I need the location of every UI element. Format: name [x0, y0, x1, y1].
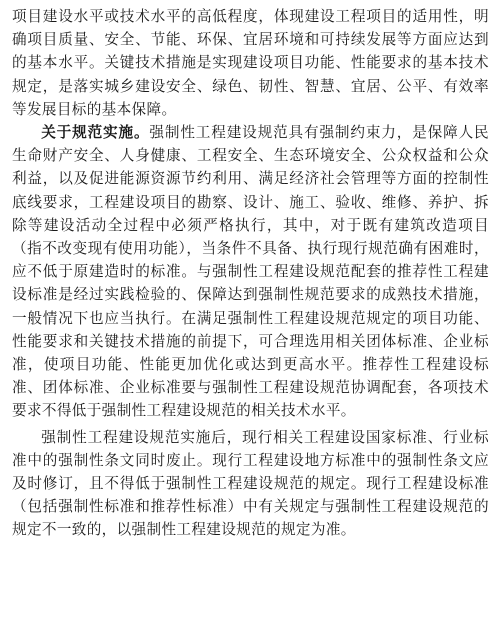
paragraph-3: [12, 426, 489, 542]
paragraph-2-lead-heading: 关于规范实施。: [41, 124, 150, 142]
paragraph-1: [12, 5, 489, 121]
paragraph-2-text: 强制性工程建设规范具有强制约束力，是保障人民生命财产安全、人身健康、工程安全、生态环境安全、公众权益和公众利益，以及促进能源资源节约利用、满足经济社会管理等方面的控制性底线要求，工程建设项目的勘察、设计、施工、验收、维修、养护、拆除等建设活动全过程中必须严格执行，其中，对于既有建筑改造项目（指不改变现有使用功能），当条件不具备、执行现行规范确有困难时，应不低于原建造时的标准。与强制性工程建设规范配套的推荐性工程建设标准是经过实践检验的、保障达到强制性规范要求的成熟技术措施，一般情况下也应当执行。在满足强制性工程建设规范规定的项目功能、性能要求和关键技术措施的前提下，可合理选用相关团体标准、企业标准，使项目功能、性能更加优化或达到更高水平。推荐性工程建设标准、团体标准、企业标准要与强制性工程建设规范协调配套，各项技术要求不得低于强制性工程建设规范的相关技术水平。: [12, 124, 489, 420]
paragraph-3-text: 强制性工程建设规范实施后，现行相关工程建设国家标准、行业标准中的强制性条文同时废止。现行工程建设地方标准中的强制性条文应及时修订，且不得低于强制性工程建设规范的规定。现行工程建设标准（包括强制性标准和推荐性标准）中有关规定与强制性工程建设规范的规定不一致的，以强制性工程建设规范的规定为准。: [12, 428, 489, 539]
paragraph-2: [12, 121, 489, 423]
paragraph-1-text: 项目建设水平或技术水平的高低程度，体现建设工程项目的适用性，明确项目质量、安全、节能、环保、宜居环境和可持续发展等方面应达到的基本水平。关键技术措施是实现建设项目功能、性能要求的基本技术规定，是落实城乡建设安全、绿色、韧性、智慧、宜居、公平、有效率等发展目标的基本保障。: [12, 8, 489, 118]
